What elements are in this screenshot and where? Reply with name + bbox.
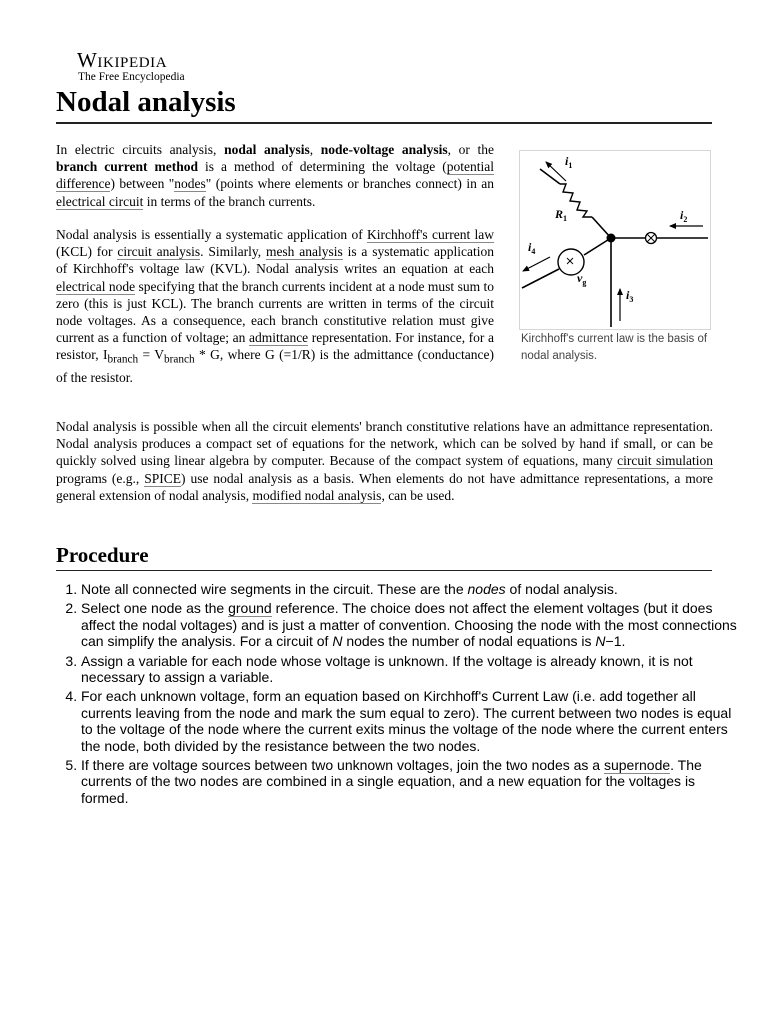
source-lead-wire <box>522 269 559 288</box>
page-title: Nodal analysis <box>56 83 712 124</box>
i1-arrow <box>546 162 566 181</box>
procedure-step <box>81 757 741 806</box>
text: of nodal analysis. <box>505 581 618 597</box>
text: . The currents of the two nodes are combined in a single equation, and a new equation for the voltages is formed. <box>81 757 702 806</box>
subscript-branch: branch <box>107 354 139 367</box>
text: ) between " <box>110 176 175 192</box>
text: In electric circuits analysis, <box>56 142 225 157</box>
bold-term-branch-current-method: branch current method <box>56 159 199 175</box>
text: programs (e.g., <box>56 470 145 486</box>
procedure-step <box>81 581 741 597</box>
link-circuit-simulation[interactable]: circuit simulation <box>617 453 713 469</box>
text: . Similarly, <box>200 244 266 260</box>
intro-paragraph-1 <box>56 141 494 210</box>
link-electrical-node[interactable]: electrical node <box>56 278 136 294</box>
link-circuit-analysis[interactable]: circuit analysis <box>117 244 201 260</box>
text: , or the <box>447 142 494 157</box>
procedure-step <box>81 600 741 649</box>
emphasis-n: N <box>332 633 343 650</box>
text: −1. <box>605 633 626 650</box>
label-r1: $R_1$ <box>555 207 568 223</box>
text: * G, where G (=1/R) is the admittance (conductance) of the resistor. <box>56 347 494 386</box>
link-potential-difference[interactable]: potential difference <box>56 159 494 192</box>
kcl-diagram[interactable] <box>519 150 711 330</box>
text: in terms of the branch currents. <box>143 193 316 209</box>
intro-paragraph-2 <box>56 226 494 387</box>
text: specifying that the branch currents incident at a node must sum to zero (this is just KCL). The branch currents are written in terms of the circuit node voltages. As a consequence, each branch constitutive relation must give current as a function of voltage; an <box>56 278 495 346</box>
logo-wordmark[interactable]: Wikipedia <box>77 48 168 72</box>
text: Note all connected wire segments in the circuit. These are the <box>81 581 468 597</box>
procedure-steps-list <box>56 581 741 809</box>
text: , can be used. <box>381 487 455 503</box>
section-heading-procedure: Procedure <box>56 541 712 571</box>
procedure-step <box>81 688 741 754</box>
bold-term-node-voltage-analysis: node-voltage analysis <box>320 142 448 157</box>
link-spice[interactable]: SPICE <box>144 470 182 486</box>
label-i3: $i_3$ <box>626 288 634 304</box>
text: " (points where elements or branches connect) in an <box>205 176 494 192</box>
emphasis-n: N <box>595 633 606 650</box>
text: If there are voltage sources between two unknown voltages, join the two nodes as a <box>81 757 604 774</box>
source-to-node-wire <box>584 238 611 255</box>
text: Assign a variable for each node whose voltage is unknown. If the voltage is already known, it is not necessary to assign a variable. <box>81 652 693 686</box>
text: representation. For instance, for a resistor, I <box>56 330 494 363</box>
label-i2: $i_2$ <box>680 208 688 224</box>
text: ) use nodal analysis as a basis. When elements do not have admittance representations, a more general extension of nodal analysis, <box>56 470 714 503</box>
subscript-branch: branch <box>163 354 195 367</box>
figure-caption: Kirchhoff's current law is the basis of nodal analysis. <box>521 333 708 362</box>
text: nodes the number of nodal equations is <box>342 633 596 650</box>
link-admittance[interactable]: admittance <box>248 330 309 346</box>
i4-arrow <box>523 257 550 271</box>
link-modified-nodal-analysis[interactable]: modified nodal analysis <box>252 487 382 503</box>
text: Nodal analysis is essentially a systematic application of <box>56 227 368 242</box>
label-i1: $i_1$ <box>565 154 573 170</box>
text: is a method of determining the voltage ( <box>198 159 447 175</box>
wikipedia-logo[interactable] <box>77 49 185 84</box>
emphasis-nodes: nodes <box>467 581 506 597</box>
link-mesh-analysis[interactable]: mesh analysis <box>265 244 343 260</box>
text: is a systematic application of Kirchhoff's voltage law (KVL). Nodal analysis writes an equation at each <box>56 244 494 277</box>
node-dot <box>607 234 616 243</box>
text: Select one node as the <box>81 600 229 617</box>
text: , <box>309 142 321 157</box>
link-electrical-circuit[interactable]: electrical circuit <box>56 193 144 209</box>
text: For each unknown voltage, form an equation based on Kirchhoff's Current Law (i.e. add together all currents leaving from the node and mark the sum equal to zero). The current between two nodes is equal to the voltage of the node where the current exits minus the voltage of the node where the current enters the node, both divided by the resistance between the two nodes. <box>81 688 732 754</box>
text: reference. The choice does not affect the element voltages (but it does affect the nodal voltages) and is just a matter of convention. Choosing the node with the most connections can simplify the analysis. For a circuit of <box>81 600 737 650</box>
link-ground[interactable]: ground <box>228 600 272 617</box>
link-kirchhoffs-current-law[interactable]: Kirchhoff's current law <box>367 227 494 242</box>
label-vg: $v_g$ <box>577 271 587 287</box>
intro-paragraph-3 <box>56 418 713 504</box>
logo-tagline: The Free Encyclopedia <box>78 71 185 83</box>
procedure-step <box>81 653 741 686</box>
resistor-r1-symbol <box>560 184 592 217</box>
link-nodes[interactable]: nodes <box>174 176 206 192</box>
text: (KCL) for <box>56 244 118 260</box>
link-supernode[interactable]: supernode <box>603 757 671 774</box>
text: = V <box>138 347 164 363</box>
text: Nodal analysis is possible when all the circuit elements' branch constitutive relations have an admittance representation. Nodal analysis produces a compact set of equations for the network, which can be solved by hand if small, or can be quickly solved using linear algebra by computer. Because of the compact system of equations, many <box>56 419 713 469</box>
bold-term-nodal-analysis: nodal analysis <box>224 142 310 157</box>
label-i4: $i_4$ <box>528 240 536 256</box>
resistor-lead-wire <box>540 169 560 184</box>
